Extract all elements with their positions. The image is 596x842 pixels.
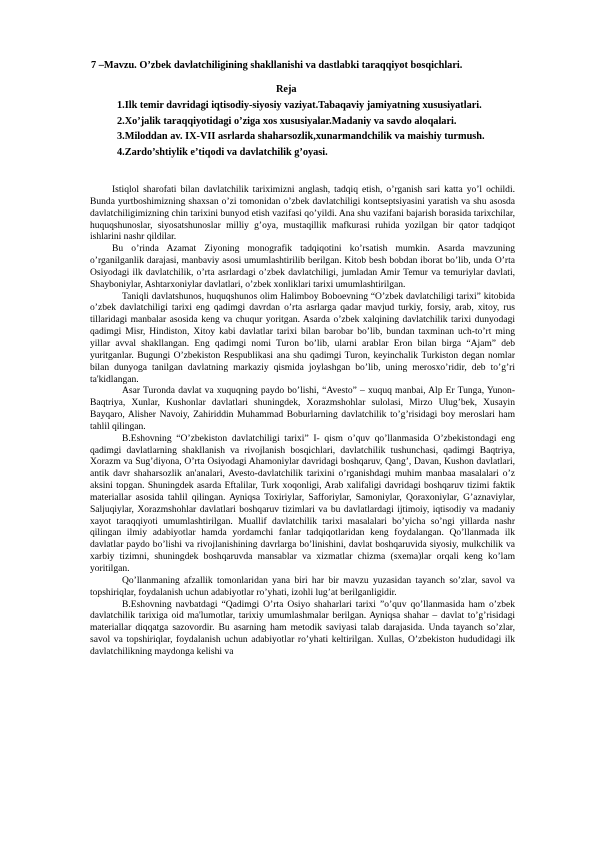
plan-item: 3.Miloddan av. IX-VII asrlarda shaharsozlik,xunarmandchilik va maishiy turmush. — [117, 131, 485, 142]
body-text — [90, 184, 515, 658]
plan-item: 4.Zardo’shtiylik e’tiqodi va davlatchilik g’oyasi. — [117, 146, 328, 158]
paragraph: Bu o’rinda Azamat Ziyoning monografik tadqiqotini ko’rsatish mumkin. Asarda mavzuning o’rganilganlik darajasi, manbaviy asosi umumlashtirilib berilgan. Kitob besh bobdan iborat bo’lib, unda O’rta Osiyodagi ilk davlatchilik, o’rta asrlardagi o’zbek davlatchiligi, jumladan Amir Temur va temuriylar davlati, Shayboniylar, Ashtarxoniylar davlatlari, o’zbek xonliklari tarixi umumlashtirilgan. — [90, 243, 515, 290]
plan-item: 1.Ilk temir davridagi iqtisodiy-siyosiy vaziyat.Tabaqaviy jamiyatning xususiyatlari. — [117, 100, 482, 111]
plan-item: 2.Xo’jalik taraqqiyotidagi o’ziga xos xususiyalar.Madaniy va savdo aloqalari. — [117, 115, 457, 127]
paragraph: Taniqli davlatshunos, huquqshunos olim Halimboy Boboevning “O’zbek davlatchiligi tarixi” kitobida o’zbek davlatchiligi tarixi eng qadimgi davrdan o’rta asrlarga qadar mavjud turkiy, forsiy, arab, xitoy, rus tillaridagi manbalar asosida keng va chuqur yoritgan. Asarda o’zbek xalqining davlatchilik tarixi dunyodagi qadimgi Misr, Hindiston, Xitoy kabi davlatlar tarixi bilan barobar bo’lib, bundan taxminan uch-to’rt ming yillar avval shakllangan. Eng qadimgi nomi Turon bo’lib, ularni arablar Eron bilan birga “Ajam” deb yuritganlar. Bugungi O’zbekiston Respublikasi ana shu qadimgi Turon, keyinchalik Turkiston degan nomlar bilan dunyoga tanilgan davlatning markaziy qismida joylashgan bo’lib, uning merosxo’ridir, deb to’g’ri ta'kidlangan. — [90, 290, 515, 385]
plan-heading: Reja — [276, 84, 297, 95]
plan-list — [117, 98, 485, 160]
paragraph: Qo’llanmaning afzallik tomonlaridan yana biri har bir mavzu yuzasidan tayanch so’zlar, savol va topshiriqlar, foydalanish uchun adabiyotlar ro’yhati, izohli lug’at berilganligidir. — [90, 574, 515, 598]
topic-title: 7 –Mavzu. O’zbek davlatchiligining shakllanishi va dastlabki taraqqiyot bosqichlari. — [91, 60, 463, 71]
paragraph: B.Eshovning “O’zbekiston davlatchiligi tarixi” I- qism o’quv qo’llanmasida O’zbekistondagi eng qadimgi davlatlarning shakllanish va rivojlanish bosqichlari, davlatchilik tushunchasi, qadimgi Baqtriya, Xorazm va Sug’diyona, O’rta Osiyodagi Ahamoniylar davridagi boshqaruv, Qang’, Davan, Kushon davlatlari, antik davr shaharsozlik an'analari, Avesto-davlatchilik tarixini o’rganishdagi muhim manbaa masalalari o’z aksini topgan. Shuningdek asarda Eftalilar, Turk xoqonligi, Arab xalifaligi davridagi boshqaruv tizimi faktik materiallar asosida tahlil qilingan. Ayniqsa Toxiriylar, Safforiylar, Samoniylar, Qoraxoniylar, G’aznaviylar, Saljuqiylar, Xorazmshohlar davlatlari boshqaruv tizimlari va bu davlatlardagi ijtimoiy, iqtisodiy va madaniy xayot taraqqiyoti umumlashtirilgan. Muallif davlatchilik tarixi masalalari bo’yicha so’ngi yillarda nashr qilingan ilmiy adabiyotlar hamda yordamchi fanlar tadqiqotlaridan keng foydalangan. Qo’llanmada ilk davlatlar paydo bo’lishi va rivojlanishining davrlarga bo’linishini, davlat boshqaruvida siyosiy, mulkchilik va xarbiy tizimni, shuningdek boshqaruvda mansablar va xizmatlar chizma (sxema)lar orqali keng ko’lam yoritilgan. — [90, 432, 515, 574]
paragraph: Istiqlol sharofati bilan davlatchilik tariximizni anglash, tadqiq etish, o’rganish sari katta yo’l ochildi. Bunda yurtboshimizning shaxsan o’zi tomonidan o’zbek davlatchiligi kontseptsiyasini yaratish va shu asosda davlatchiligimizning chin tarixini bunyod etish vazifasi qo’yildi. Ana shu vazifani bajarish borasida tarixchilar, huquqshunoslar, siyosatshunoslar milliy g’oya, mustaqillik mafkurasi ruhida yozilgan bir qator tadqiqot ishlarini nashr qildilar. — [90, 184, 515, 243]
paragraph: B.Eshovning navbatdagi “Qadimgi O’rta Osiyo shaharlari tarixi ”o’quv qo’llanmasida ham o’zbek davlatchilik tarixiga oid ma'lumotlar, tarixiy umumlashmalar berilgan. Ayniqsa shahar – davlat to’g’risidagi materiallar diqqatga sazovordir. Bu asarning ham metodik saviyasi talab darajasida. Unda tayanch so’zlar, savol va topshiriqlar, foydalanish uchun adabiyotlar ro’yhati keltirilgan. Xullas, O’zbekiston hududidagi ilk davlatchilikning maydonga kelishi va — [90, 598, 515, 657]
paragraph: Asar Turonda davlat va xuquqning paydo bo’lishi, “Avesto” – xuquq manbai, Alp Er Tunga, Yunon- Baqtriya, Xunlar, Kushonlar davlatlari shuningdek, Xorazmshohlar sulolasi, Mirzo Ulug’bek, Xusayin Bayqaro, Alisher Navoiy, Zahiriddin Muhammad Boburlarning davlatchilik to’g’risidagi boy meroslari ham tahlil qilingan. — [90, 385, 515, 432]
